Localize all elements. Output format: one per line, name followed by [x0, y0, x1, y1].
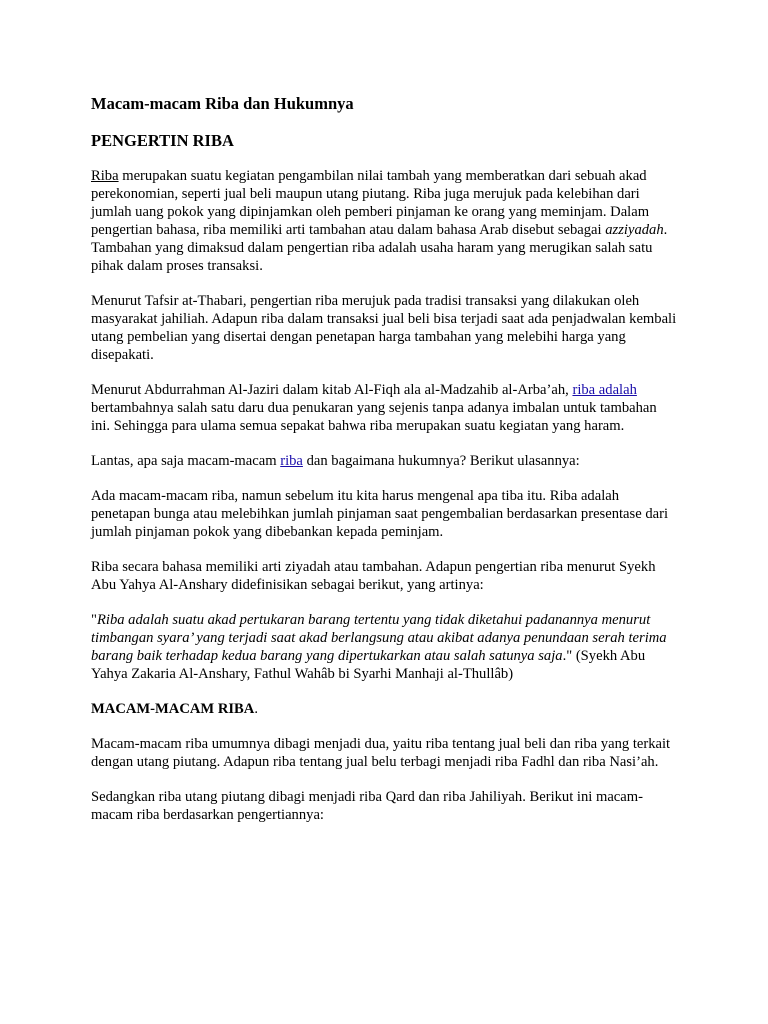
paragraph-4-text-b: dan bagaimana hukumnya? Berikut ulasannya: [302, 453, 580, 469]
term-riba-underlined: Riba [91, 168, 119, 184]
paragraph-3 [91, 381, 679, 435]
section-heading-macam-label: MACAM-MACAM RIBA [91, 701, 255, 717]
quote-citation: ." (Syekh Abu Yahya Zakaria Al-Anshary, Fathul Wahâb bi Syarhi Manhaji al-Thullâb) [91, 648, 646, 682]
paragraph-1-text-b: . Tambahan yang dimaksud dalam pengertian riba adalah usaha haram yang merugikan salah satu pihak dalam proses transaksi. [91, 222, 668, 274]
paragraph-6: Riba secara bahasa memiliki arti ziyadah atau tambahan. Adapun pengertian riba menurut Syekh Abu Yahya Al-Anshary didefinisikan sebagai berikut, yang artinya: [91, 559, 656, 593]
quote-text: Riba adalah suatu akad pertukaran barang tertentu yang tidak diketahui padanannya menurut timbangan syara’ yang terjadi saat akad berlangsung atau akibat adanya penundaan serah terima barang baik terhadap kedua barang yang dipertukarkan atau salah satunya saja [91, 612, 667, 664]
term-azziyadah: azziyadah [605, 222, 664, 238]
quote-open-mark: " [91, 612, 97, 628]
section-heading-macam-dot: . [254, 701, 258, 717]
paragraph-8: Macam-macam riba umumnya dibagi menjadi dua, yaitu riba tentang jual beli dan riba yang terkait dengan utang piutang. Adapun riba tentang jual belu terbagi menjadi riba Fadhl dan riba Nasi’ah. [91, 736, 671, 770]
document-page [91, 94, 679, 841]
paragraph-3-text-a: Menurut Abdurrahman Al-Jaziri dalam kitab Al-Fiqh ala al-Madzahib al-Arba’ah, [91, 382, 573, 398]
page-title: Macam-macam Riba dan Hukumnya [91, 94, 354, 113]
paragraph-3-text-b: bertambahnya salah satu daru dua penukaran yang sejenis tanpa adanya imbalan untuk tambahan ini. Sehingga para ulama semua sepakat bahwa riba merupakan suatu kegiatan yang haram. [91, 400, 657, 434]
paragraph-1-text-a: merupakan suatu kegiatan pengambilan nilai tambah yang memberatkan dari sebuah akad perekonomian, seperti jual beli maupun utang piutang. Riba juga merujuk pada kelebihan dari jumlah uang pokok yang dipinjamkan oleh pemberi pinjaman ke orang yang meminjam. Dalam pengertian bahasa, riba memiliki arti tambahan atau dalam bahasa Arab disebut sebagai [91, 168, 650, 238]
paragraph-4 [91, 452, 679, 470]
paragraph-7-quote [91, 611, 679, 683]
link-riba[interactable]: riba [280, 453, 303, 469]
paragraph-2: Menurut Tafsir at-Thabari, pengertian riba merujuk pada tradisi transaksi yang dilakukan oleh masyarakat jahiliah. Adapun riba dalam transaksi jual beli bisa terjadi saat ada penjadwalan kembali utang pembelian yang disertai dengan penetapan harga tambahan yang melebihi harga yang disepakati. [91, 293, 677, 363]
paragraph-9: Sedangkan riba utang piutang dibagi menjadi riba Qard dan riba Jahiliyah. Berikut ini macam-macam riba berdasarkan pengertiannya: [91, 789, 643, 823]
section-heading-pengertian: PENGERTIN RIBA [91, 131, 234, 150]
paragraph-4-text-a: Lantas, apa saja macam-macam [91, 453, 281, 469]
paragraph-5: Ada macam-macam riba, namun sebelum itu kita harus mengenal apa tiba itu. Riba adalah penetapan bunga atau melebihkan jumlah pinjaman saat pengembalian berdasarkan presentase dari jumlah pinjaman pokok yang dibebankan kepada peminjam. [91, 488, 669, 540]
paragraph-1 [91, 167, 679, 275]
link-riba-adalah[interactable]: riba adalah [572, 382, 637, 398]
section-heading-macam [91, 700, 679, 718]
